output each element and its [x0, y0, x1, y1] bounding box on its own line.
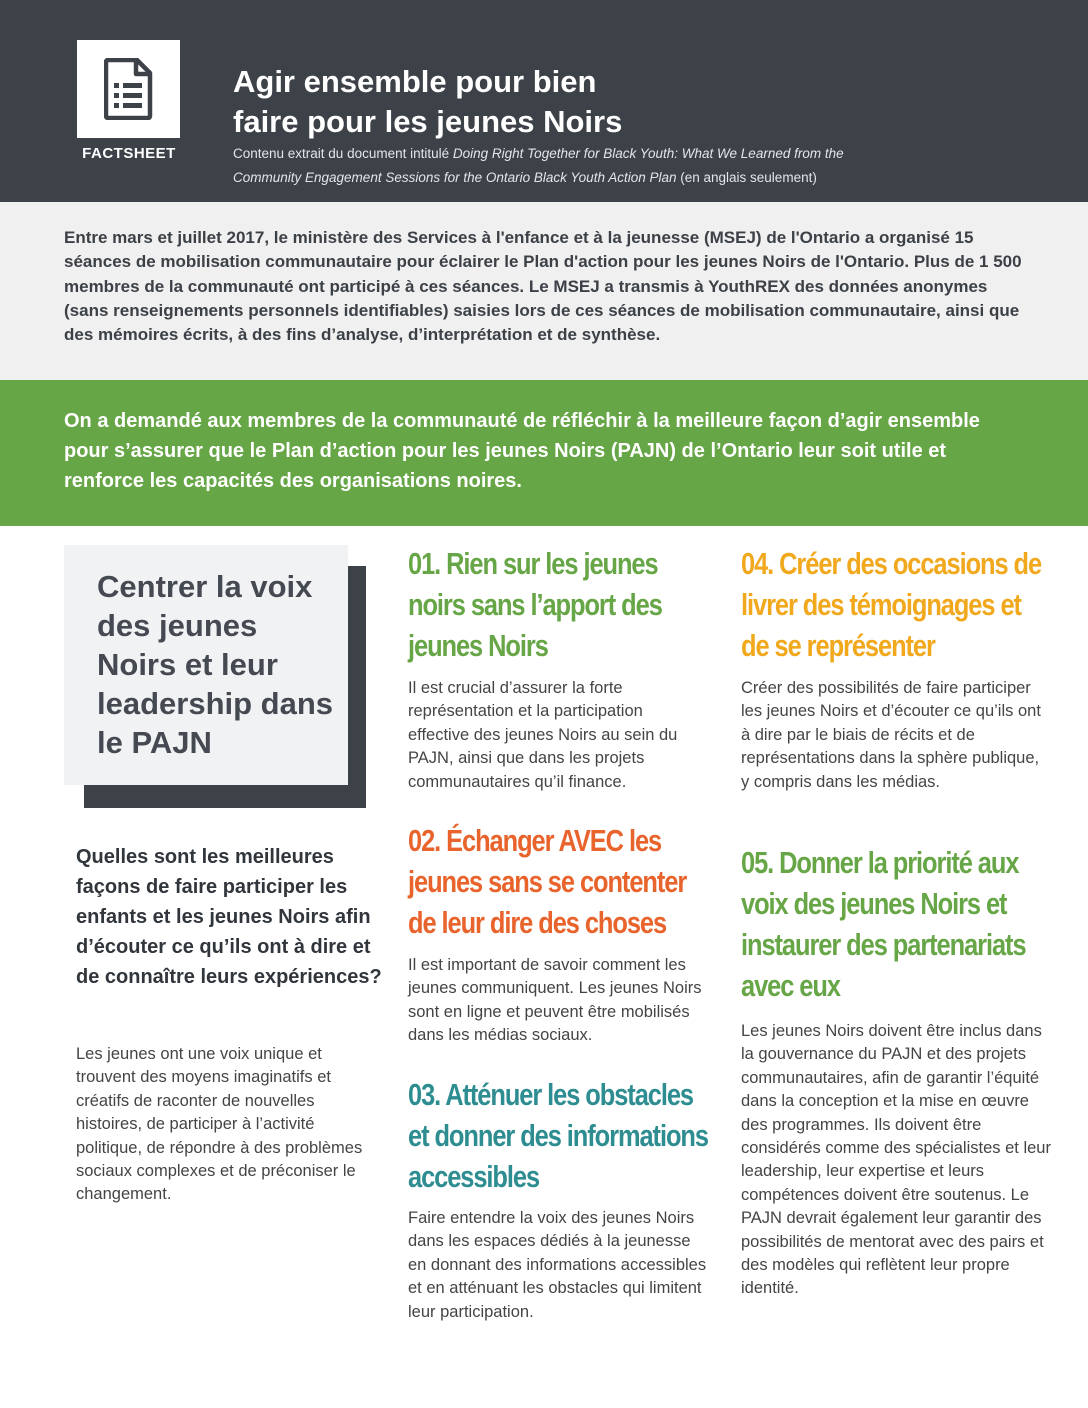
intro-text-3: ont participé à ces séances. Le MSEJ a transmis à YouthREX des données anonymes (sans renseignements personnels identifiables) saisies lors de ces séances de mobilisation communautaire, ainsi que des mémoires écrits, à des fins d’analyse, d’interprétation et de synthèse. — [64, 276, 1020, 345]
subtitle-note: (en anglais seulement) — [676, 170, 817, 185]
factsheet-badge — [77, 40, 180, 138]
title-line-1: Agir ensemble pour bien — [233, 64, 597, 99]
callout-heading: Centrer la voix des jeunes Noirs et leur leadership dans le PAJN — [97, 569, 334, 760]
header-banner — [0, 0, 1088, 202]
left-body-text: Les jeunes ont une voix unique et trouvent des moyens imaginatifs et créatifs de raconter de nouvelles histoires, de participer à l’activité politique, de répondre à des problèmes sociaux complexes et de préconiser le changement. — [76, 1045, 363, 1204]
intro-highlight-sessions: 15 séances de mobilisation communautaire — [64, 228, 974, 272]
factsheet-label: FACTSHEET — [82, 145, 176, 162]
highlight-text: On a demandé aux membres de la communauté de réfléchir à la meilleure façon d’agir ensemble pour s’assurer que le Plan d’action pour les jeunes Noirs (PAJN) de l’Ontario leur soit utile et renforce les capacités des organisations noires. — [64, 410, 980, 492]
section-04-body: Créer des possibilités de faire participer les jeunes Noirs et d’écouter ce qu’ils ont à dire par le biais de récits et de représentations dans la sphère publique, y compris dans les médias. — [741, 679, 1041, 791]
intro-paragraph — [64, 226, 1034, 347]
page-title — [233, 62, 753, 142]
section-02-title: 02. Échanger AVEC les jeunes sans se contenter de leur dire des choses — [408, 823, 687, 940]
intro-section — [0, 202, 1088, 380]
section-01-body: Il est crucial d’assurer la forte représentation et la participation effective des jeunes Noirs au sein du PAJN, ainsi que dans les projets communautaires qu’il finance. — [408, 679, 678, 791]
intro-highlight-members: 1 500 membres de la communauté — [64, 252, 1022, 296]
section-03-title: 03. Atténuer les obstacles et donner des informations accessibles — [408, 1077, 708, 1194]
subtitle-document-title: Doing Right Together for Black Youth: What We Learned from the Community Engagement Sessions for the Ontario Black Youth Action Plan — [233, 146, 844, 185]
key-question: Quelles sont les meilleures façons de faire participer les enfants et les jeunes Noirs afin d’écouter ce qu’ils ont à dire et de connaître leurs expériences? — [76, 846, 382, 988]
intro-text-2: pour éclairer le Plan d'action pour les jeunes Noirs de l'Ontario. Plus de — [391, 252, 980, 272]
intro-text-1: Entre mars et juillet 2017, le ministère des Services à l'enfance et à la jeunesse (MSEJ) de l'Ontario a organisé — [64, 228, 955, 247]
source-subtitle — [233, 142, 893, 190]
section-01-title: 01. Rien sur les jeunes noirs sans l’apport des jeunes Noirs — [408, 546, 662, 663]
section-02-body: Il est important de savoir comment les jeunes communiquent. Les jeunes Noirs sont en ligne et peuvent être mobilisés dans les médias sociaux. — [408, 956, 702, 1045]
section-04-title: 04. Créer des occasions de livrer des témoignages et de se représenter — [741, 546, 1042, 663]
callout-box — [64, 545, 348, 785]
document-list-icon — [104, 58, 154, 120]
section-05-body: Les jeunes Noirs doivent être inclus dans la gouvernance du PAJN et des projets communautaires, afin de garantir l’équité dans la conception et la mise en œuvre des programmes. Ils doivent être considérés comme des spécialistes et leur leadership, leur expertise et leurs compétences doivent être soutenus. Le PAJN devrait également leur garantir des possibilités de mentorat avec des pairs et des modèles qui reflètent leur propre identité. — [741, 1022, 1051, 1298]
subtitle-text: Contenu extrait du document intitulé — [233, 146, 453, 161]
section-05-title: 05. Donner la priorité aux voix des jeunes Noirs et instaurer des partenariats avec eux — [741, 845, 1026, 1003]
highlight-band — [0, 380, 1088, 526]
title-line-2: faire pour les jeunes Noirs — [233, 104, 623, 139]
section-03-body: Faire entendre la voix des jeunes Noirs dans les espaces dédiés à la jeunesse en donnant des informations accessibles et en atténuant les obstacles qui limitent leur participation. — [408, 1209, 707, 1321]
